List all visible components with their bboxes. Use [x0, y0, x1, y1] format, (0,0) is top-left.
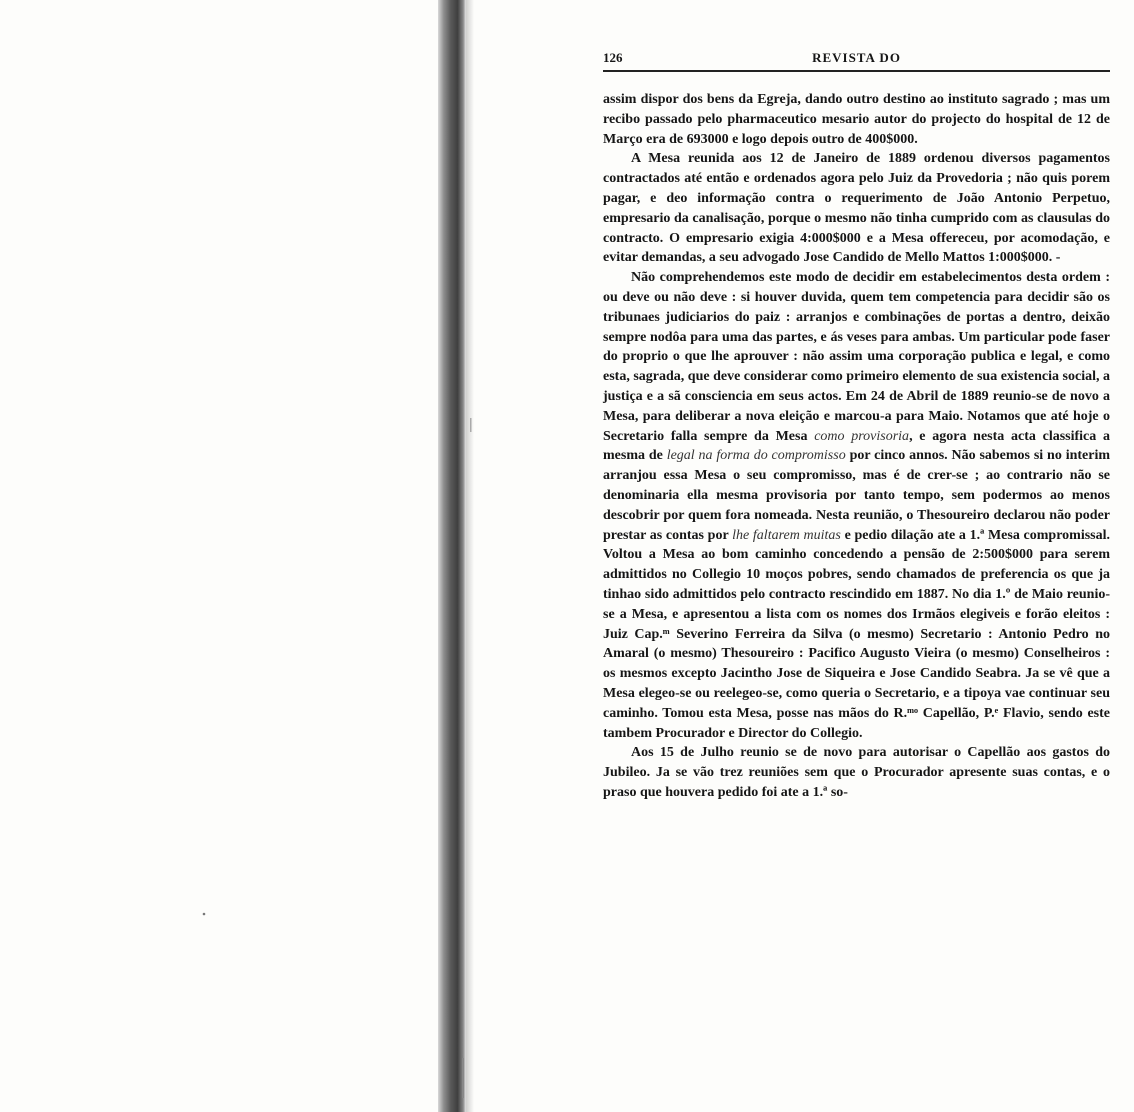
paragraph-3-part-a: Não comprehendemos este modo de decidir em estabelecimentos desta ordem : ou deve ou não deve : si houver duvida, quem tem competencia para decidir são os tribunaes judiciarios do paiz : arranjos e combinações de portas a dentro, deixão sempre nodôa para uma das partes, e ás veses para ambas. Um particular pode faser do proprio o que lhe aprouver : não assim uma corporação publica e legal, e como esta, sagrada, que deve considerar como primeiro elemento de sua existencia social, a justiça e a sã consciencia em seus actos. Em 24 de Abril de 1889 reunio-se de novo a Mesa, para deliberar a nova eleição e marcou-a para Maio. Notamos que até hoje o Secretario falla sempre da Mesa [603, 270, 1110, 444]
paragraph-3-part-d: e pedio dilação ate a 1.ª Mesa compromissal. Voltou a Mesa ao bom caminho concedendo a pensão de 2:500$000 para serem admittidos no Collegio 10 moços pobres, sendo chamados de preferencia os que ja tinhao sido admittidos pelo contracto rescindido em 1887. No dia 1.º de Maio reunio-se a Mesa, e apresentou a lista com os nomes dos Irmãos elegiveis e forão eleitos : Juiz Cap.ᵐ Severino Ferreira da Silva (o mesmo) Secretario : Antonio Pedro no Amaral (o mesmo) Thesoureiro : Pacifico Augusto Vieira (o mesmo) Conselheiros : os mesmos excepto Jacintho Jose de Siqueira e Jose Candido Seabra. Ja se vê que a Mesa elegeo-se ou reelegeo-se, como queria o Secretario, e a tipoya vae continuar seu caminho. Tomou esta Mesa, posse nas mãos do R.ᵐᵒ Capellão, P.ᵉ Flavio, sendo este tambem Procurador e Director do Collegio. [603, 527, 1111, 741]
book-gutter [438, 0, 466, 1112]
italic-phrase-1: como provisoria [814, 428, 910, 444]
paragraph-1: assim dispor dos bens da Egreja, dando outro destino ao instituto sagrado ; mas um recibo passado pelo pharmaceutico mesario autor do projecto do hospital de 12 de Março era de 693000 e logo depois outro de 400$000. [603, 92, 1110, 147]
paragraph-3-part-b: , e agora nesta acta classifica a mesma de [603, 428, 1110, 464]
running-head: REVISTA DO [812, 50, 901, 65]
page-number: 126 [603, 50, 623, 65]
gutter-shadow [466, 0, 474, 1112]
paragraph-2: A Mesa reunida aos 12 de Janeiro de 1889 ordenou diversos pagamentos contractados até então e ordenados agora pelo Juiz da Provedoria ; não quis porem pagar, e deo informação contra o requerimento de João Antonio Perpetuo, empresario da canalisação, porque o mesmo não tinha cumprido com as clausulas do contracto. O empresario exigia 4:000$000 e a Mesa offereceu, por acomodação, e evitar demandas, a seu advogado Jose Candido de Mello Mattos 1:000$000. - [603, 151, 1110, 266]
page-header [603, 44, 1110, 72]
italic-phrase-3: lhe faltarem muitas [732, 527, 841, 543]
page-body [603, 90, 1110, 803]
scan-speck [203, 913, 206, 916]
right-page [603, 44, 1110, 803]
paragraph-3-part-c: por cinco annos. Não sabemos si no interim arranjou essa Mesa o seu compromisso, mas é de crer-se ; ao contrario não se denominaria ella mesma provisoria por tanto tempo, sem podermos ao menos descobrir por quem fora nomeada. Nesta reunião, o Thesoureiro declarou não poder prestar as contas por [603, 448, 1111, 543]
paragraph-3 [603, 268, 1110, 743]
italic-phrase-2: legal na forma do compromisso [666, 448, 846, 464]
paragraph-4: Aos 15 de Julho reunio se de novo para autorisar o Capellão aos gastos do Jubileo. Ja se vão trez reuniões sem que o Procurador apresente suas contas, e o praso que houvera pedido foi ate a 1.ª so- [603, 745, 1110, 800]
